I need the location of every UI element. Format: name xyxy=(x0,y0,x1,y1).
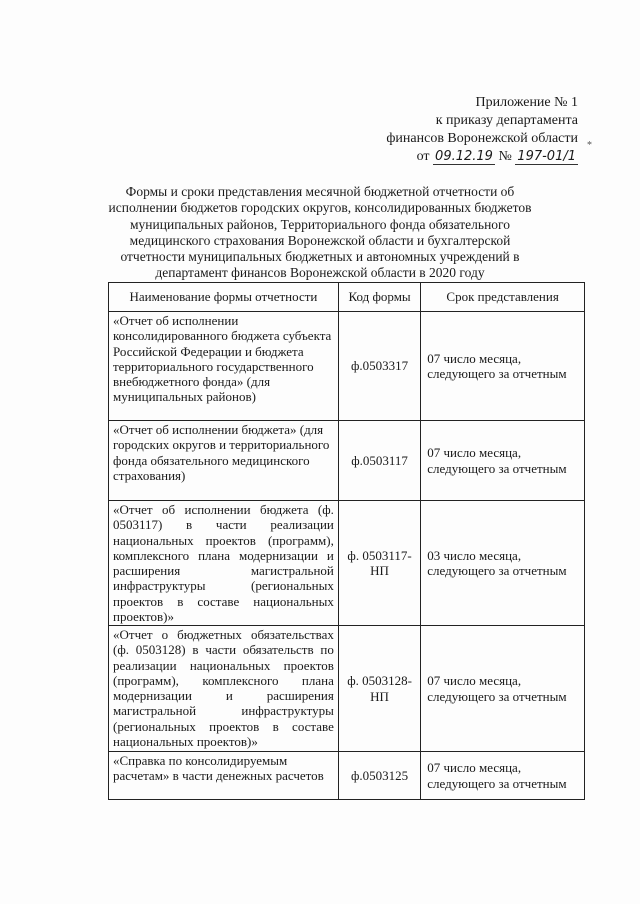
deadline-cell: 07 число месяца, следующего за отчетным xyxy=(421,626,585,752)
table-row xyxy=(109,752,585,800)
form-name-cell: «Отчет о бюджетных обязательствах (ф. 0503128) в части обязательств по реализации национальных проектов (программ), комплексного плана модернизации и расширения магистральной инфраструктуры (региональных проектов в составе национальных проектов)» xyxy=(109,626,339,752)
appendix-block xyxy=(386,94,578,166)
form-code-cell: ф.0503317 xyxy=(338,312,420,421)
title-line: департамент финансов Воронежской области в 2020 году xyxy=(155,265,485,281)
appendix-date-line xyxy=(386,148,578,166)
title-line: муниципальных районов, Территориального фонда обязательного xyxy=(130,216,510,232)
table-row xyxy=(109,626,585,752)
handwritten-number: 197-01/1 xyxy=(517,149,576,164)
form-code-cell: ф. 0503117-НП xyxy=(338,501,420,626)
header-form-code: Код формы xyxy=(338,283,420,312)
form-name-cell: «Отчет об исполнении бюджета» (для городских округов и территориального фонда обязательного медицинского страхования) xyxy=(109,421,339,501)
table-row xyxy=(109,501,585,626)
appendix-department: финансов Воронежской области xyxy=(386,131,578,146)
appendix-order-ref: к приказу департамента xyxy=(435,113,578,128)
form-code-cell: ф.0503117 xyxy=(338,421,420,501)
title-line: отчетности муниципальных бюджетных и автономных учреждений в xyxy=(120,249,520,265)
header-form-name: Наименование формы отчетности xyxy=(109,283,339,312)
deadline-cell: 07 число месяца, следующего за отчетным xyxy=(421,312,585,421)
title-line: медицинского страхования Воронежской области и бухгалтерской xyxy=(129,232,511,248)
table-header-row xyxy=(109,283,585,312)
deadline-cell: 07 число месяца, следующего за отчетным xyxy=(421,752,585,800)
date-prefix: от xyxy=(416,149,430,164)
title-line: Формы и сроки представления месячной бюджетной отчетности об xyxy=(125,184,515,199)
margin-mark: * xyxy=(587,140,592,151)
table-row xyxy=(109,312,585,421)
table-row xyxy=(109,421,585,501)
number-prefix: № xyxy=(498,149,512,164)
deadline-cell: 07 число месяца, следующего за отчетным xyxy=(421,421,585,501)
form-name-cell: «Отчет об исполнении бюджета (ф. 0503117) в части реализации национальных проектов (программ), комплексного плана модернизации и расширения магистральной инфраструктуры (региональных проектов в составе национальных проектов)» xyxy=(109,501,339,626)
form-name-cell: «Отчет об исполнении консолидированного бюджета субъекта Российской Федерации и бюджета территориального государственного внебюджетного фонда» (для муниципальных районов) xyxy=(109,312,339,421)
handwritten-date: 09.12.19 xyxy=(435,149,493,164)
document-title xyxy=(108,184,532,282)
header-deadline: Срок представления xyxy=(421,283,585,312)
form-name-cell: «Справка по консолидируемым расчетам» в части денежных расчетов xyxy=(109,752,339,800)
form-code-cell: ф.0503125 xyxy=(338,752,420,800)
reporting-forms-table xyxy=(108,282,585,800)
appendix-title: Приложение № 1 xyxy=(475,95,578,110)
deadline-cell: 03 число месяца, следующего за отчетным xyxy=(421,501,585,626)
form-code-cell: ф. 0503128-НП xyxy=(338,626,420,752)
title-line: исполнении бюджетов городских округов, консолидированных бюджетов xyxy=(108,200,532,216)
